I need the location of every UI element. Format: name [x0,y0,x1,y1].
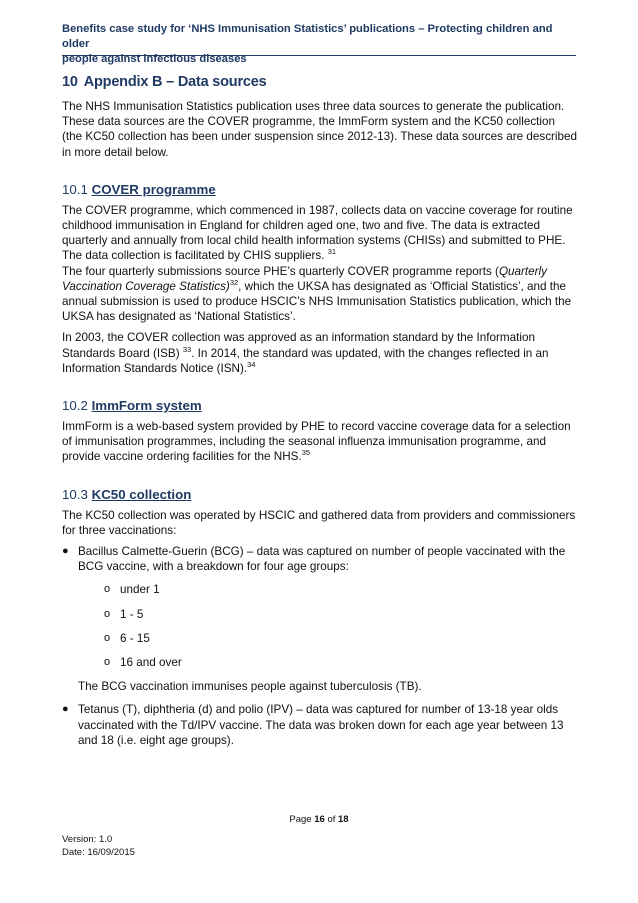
current-page: 16 [314,814,325,825]
of-word: of [327,814,336,825]
cover-paragraph-1 [62,203,578,325]
circle-bullet-icon: o [104,583,111,596]
header-line-2: people against infectious diseases [62,53,247,65]
header-line-1: Benefits case study for ‘NHS Immunisation Statistics’ publications – Protecting children and older [62,23,553,50]
bullet-text-tdipv: Tetanus (T), diphtheria (d) and polio (IPV) – data was captured for number of 13-18 year olds vaccinated with the Td/IPV vaccine. The data was broken down for each age year between 13 and 18 (i.e. eight age groups). [78,703,564,747]
footnote-ref-35[interactable]: 35 [301,448,311,458]
immform-paragraph [62,419,578,465]
page-body [62,74,578,756]
date-label: Date: 16/09/2015 [62,846,135,858]
bullet-text-bcg: Bacillus Calmette-Guerin (BCG) – data was captured on number of people vaccinated with the BCG vaccine, with a breakdown for four age groups: [78,545,566,574]
section-heading [62,74,578,90]
cover-text-1b: The four quarterly submissions source PHE’s quarterly COVER programme reports ( [62,264,499,278]
subsection-heading-kc50 [62,487,578,502]
age-group-label: 6 - 15 [120,631,150,645]
footer-meta [62,834,135,859]
cover-text-2a: In 2003, the COVER collection was approved as an information standard by the Information Standards Board (ISB) [62,331,535,360]
cover-text-1c: , which the UKSA has designated as ‘Official Statistics’, and the annual submission is used to produce HSCIC’s NHS Immunisation Statistics publication, which the UKSA has designated as ‘National Statistics’. [62,279,572,324]
running-header [62,22,582,67]
cover-paragraph-2 [62,330,578,376]
circle-bullet-icon: o [104,656,111,669]
bullet-icon: ● [62,545,69,558]
footnote-ref-33[interactable]: 33 [182,344,192,354]
list-item [62,544,578,670]
footnote-ref-34[interactable]: 34 [247,359,256,369]
list-item [78,631,578,646]
age-group-label: 1 - 5 [120,607,144,621]
footnote-ref-31[interactable]: 31 [327,247,337,257]
page-word: Page [289,814,312,825]
circle-bullet-icon: o [104,631,111,644]
version-label: Version: 1.0 [62,834,113,845]
kc50-paragraph: The KC50 collection was operated by HSCIC and gathered data from providers and commissioners for three vaccinations: [62,508,576,537]
subsection-title: ImmForm system [91,398,202,414]
total-pages: 18 [338,814,349,825]
vaccination-list [62,544,578,670]
age-group-list [78,582,578,670]
subsection-number: 10.3 [62,486,88,502]
list-item [78,655,578,670]
vaccination-list-2 [62,702,578,748]
subsection-heading-immform [62,398,578,413]
subsection-title: KC50 collection [91,486,192,502]
circle-bullet-icon: o [104,607,111,620]
immform-text: ImmForm is a web-based system provided by PHE to record vaccine coverage data for a selection of immunisation programmes, including the seasonal influenza immunisation programme, and provide vaccine ordering facilities for the NHS. [62,420,571,464]
list-item [78,582,578,597]
age-group-label: 16 and over [120,656,182,670]
subsection-heading-cover [62,182,578,197]
subsection-number: 10.2 [62,398,88,414]
header-divider [62,55,576,56]
section-number: 10 [62,74,78,90]
bcg-note: The BCG vaccination immunises people against tuberculosis (TB). [78,680,422,694]
list-item [62,702,578,748]
intro-text-2: These data sources are described in more detail below. [62,130,578,159]
bullet-icon: ● [62,703,69,716]
page-number [0,814,638,825]
footnote-ref-32[interactable]: 32 [229,277,239,287]
cover-text-1: The COVER programme, which commenced in 1987, collects data on vaccine coverage for routine childhood immunisation in England for children aged one, two and five. The data is extracted quarterly and annually from local child health information systems (CHISs) and submitted to PHE. The data collection is facilitated by CHIS suppliers. [62,203,573,263]
intro-text-1: The NHS Immunisation Statistics publication uses three data sources to generate the publication. These data sources are the COVER programme, the ImmForm system and the KC50 collection (the KC50 collection has been under suspension since 2012-13). [62,100,565,144]
subsection-title: COVER programme [91,181,216,197]
cover-italic-title: Quarterly Vaccination Coverage Statistics) [62,264,548,293]
cover-text-2b: . In 2014, the standard was updated, with the changes reflected in an Information Standards Notice (ISN). [62,346,549,375]
age-group-label: under 1 [120,583,160,597]
list-item [78,607,578,622]
intro-paragraph [62,99,578,160]
section-title: Appendix B – Data sources [83,74,267,90]
subsection-number: 10.1 [62,181,88,197]
